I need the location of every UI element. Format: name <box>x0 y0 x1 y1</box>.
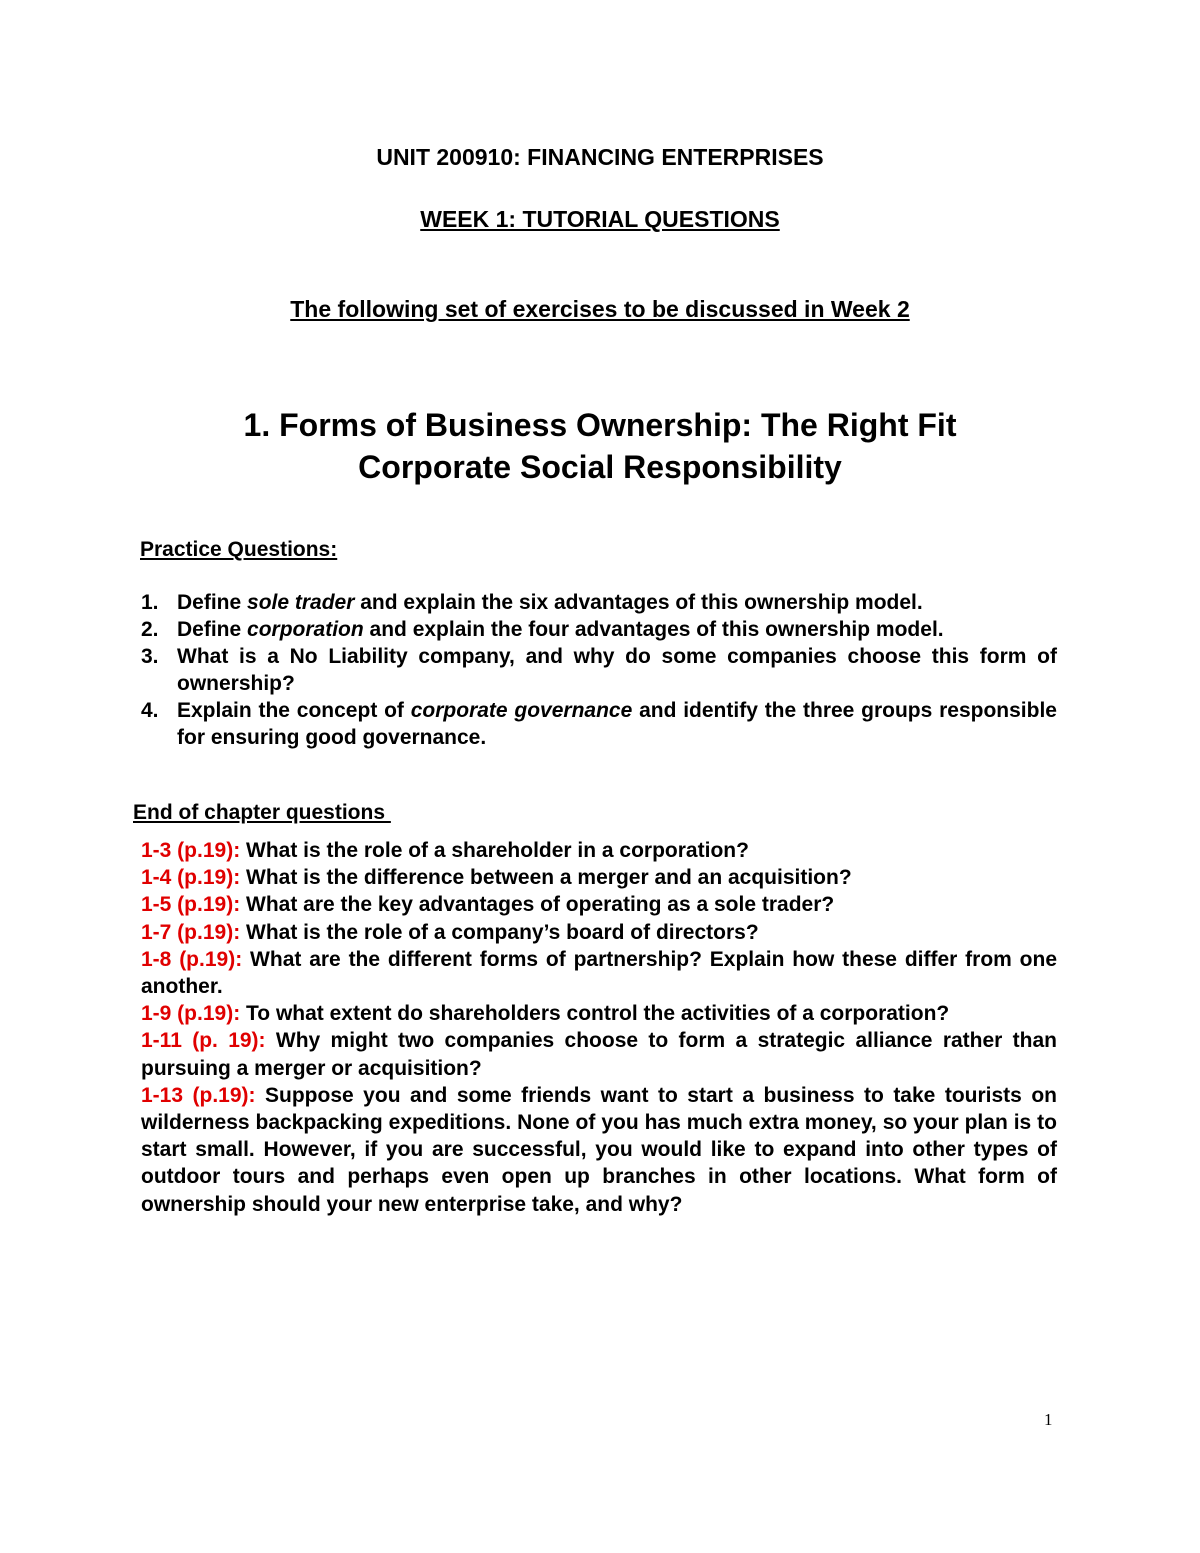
chapter-question-text: Why might two companies choose to form a strategic alliance rather than pursuing a merger or acquisition? <box>141 1029 1058 1080</box>
chapter-question-text: What are the key advantages of operating as a sole trader? <box>240 893 835 917</box>
chapter-question <box>141 1082 1057 1218</box>
practice-question-text: and explain the six advantages of this ownership model. <box>354 591 923 614</box>
practice-question-number: 1. <box>141 591 159 614</box>
practice-question-term: sole trader <box>247 591 355 614</box>
chapter-question <box>141 946 1057 1000</box>
section-heading-line-2: Corporate Social Responsibility <box>358 449 842 485</box>
practice-question-number: 3. <box>141 645 159 668</box>
practice-questions-list <box>141 589 1057 751</box>
practice-question-text: Explain the concept of <box>177 699 411 722</box>
chapter-question-text: To what extent do shareholders control the activities of a corporation? <box>240 1002 950 1026</box>
chapter-question <box>141 891 1057 918</box>
chapter-question-reference: 1-11 (p. 19): <box>141 1029 266 1053</box>
chapter-question <box>141 837 1057 864</box>
practice-questions-heading: Practice Questions: <box>140 538 338 561</box>
chapter-question <box>141 864 1057 891</box>
practice-question-number: 4. <box>141 699 159 722</box>
chapter-question-text: What are the different forms of partnership? Explain how these differ from one another. <box>141 947 1057 999</box>
chapter-question-text: What is the role of a shareholder in a corporation? <box>240 839 749 862</box>
chapter-question <box>141 1000 1057 1027</box>
unit-title: UNIT 200910: FINANCING ENTERPRISES <box>376 144 824 170</box>
chapter-question-reference: 1-5 (p.19): <box>141 893 241 917</box>
practice-question-text: and explain the four advantages of this ownership model. <box>363 618 944 641</box>
week-title: WEEK 1: TUTORIAL QUESTIONS <box>420 206 780 232</box>
practice-question <box>141 616 1057 643</box>
chapter-question-text: What is the difference between a merger and an acquisition? <box>240 866 852 890</box>
practice-question-text: Define <box>177 591 248 614</box>
practice-question-term: corporation <box>247 618 364 641</box>
chapter-question-reference: 1-13 (p.19): <box>141 1083 256 1107</box>
practice-question-text: Define <box>177 618 248 641</box>
chapter-question-reference: 1-7 (p.19): <box>141 920 241 944</box>
practice-question-text: What is a No Liability company, and why do some companies choose this form of ownership? <box>177 645 1057 695</box>
chapter-question-text: Suppose you and some friends want to start a business to take tourists on wilderness backpacking expeditions. None of you has much extra money, so your plan is to start small. However, if you are successful, you would like to expand into other types of outdoor tours and perhaps even open up branches in other locations. What form of ownership should your new enterprise take, and why? <box>141 1083 1057 1216</box>
practice-question <box>141 589 1057 616</box>
chapter-question-text: What is the role of a company’s board of directors? <box>240 920 759 944</box>
practice-question-term: corporate governance <box>410 699 633 722</box>
chapter-question-reference: 1-9 (p.19): <box>141 1002 241 1026</box>
end-of-chapter-questions-list <box>141 837 1057 1218</box>
practice-question <box>141 643 1057 697</box>
end-of-chapter-heading: End of chapter questions <box>133 801 391 824</box>
chapter-question-reference: 1-4 (p.19): <box>141 866 241 890</box>
chapter-question-reference: 1-8 (p.19): <box>141 947 243 971</box>
practice-question-text: and identify the three groups responsible for ensuring good governance. <box>177 699 1057 749</box>
exercise-note: The following set of exercises to be discussed in Week 2 <box>290 296 910 322</box>
chapter-question <box>141 1027 1057 1081</box>
chapter-question-reference: 1-3 (p.19): <box>141 839 241 862</box>
practice-question <box>141 697 1057 751</box>
page-number: 1 <box>1044 1410 1053 1429</box>
section-heading <box>0 404 1200 488</box>
section-heading-line-1: 1. Forms of Business Ownership: The Right Fit <box>243 407 957 443</box>
chapter-question <box>141 919 1057 946</box>
practice-question-number: 2. <box>141 618 159 641</box>
